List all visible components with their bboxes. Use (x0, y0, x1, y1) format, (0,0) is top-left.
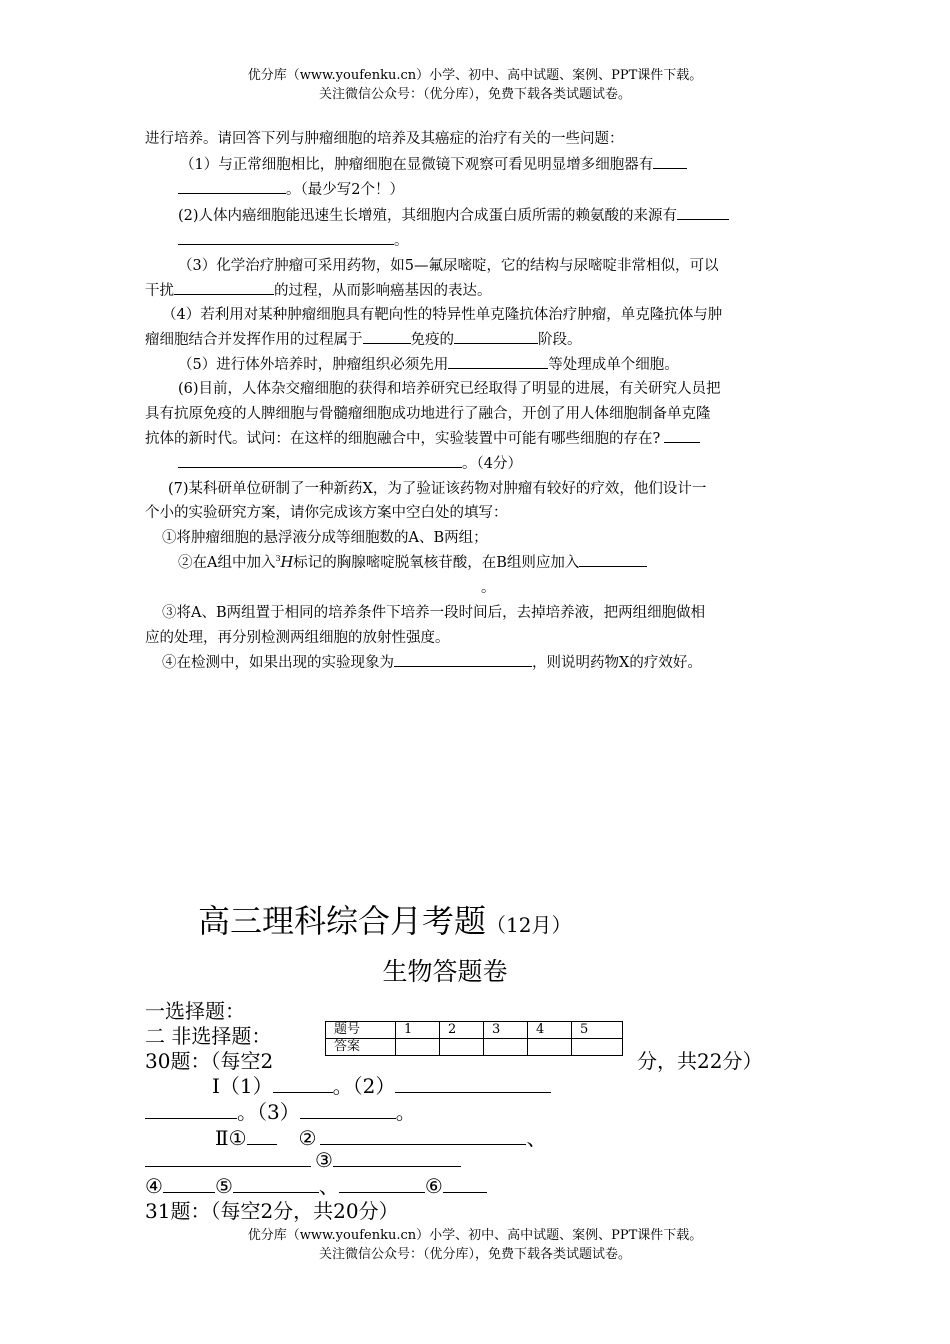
blank[interactable] (320, 1124, 526, 1145)
header-line-2: 关注微信公众号：（优分库），免费下载各类试题试卷。 (318, 87, 631, 102)
blank[interactable] (247, 1124, 277, 1145)
blank[interactable] (273, 1072, 333, 1093)
label: ② (298, 1126, 317, 1150)
table-cell: 答案 (326, 1039, 396, 1056)
title-main: 高三理科综合月考题 (198, 902, 487, 940)
question-4: （4）若利用对某种肿瘤细胞具有靶向性的特异性单克隆抗体治疗肿瘤，单克隆抗体与肿 (162, 307, 723, 323)
step-4-text: ④在检测中，如果出现的实验现象为 (162, 655, 394, 671)
blank[interactable] (178, 179, 286, 195)
step-3-cont: 应的处理，再分别检测两组细胞的放射性强度。 (145, 630, 450, 646)
answer-cell[interactable] (528, 1039, 572, 1056)
page-header (0, 66, 950, 104)
question-6-text: 抗体的新时代。试问：在这样的细胞融合中，实验装置中可能有哪些细胞的存在? (145, 431, 661, 447)
question-7: (7)某科研单位研制了一种新药X，为了验证该药物对肿瘤有较好的疗效，他们设计一 (168, 481, 707, 497)
label: 。（2） (332, 1074, 396, 1098)
question-6-line-3 (145, 427, 700, 448)
step-1: ①将肿瘤细胞的悬浮液分成等细胞数的A、B两组； (162, 530, 488, 546)
blank[interactable] (145, 1146, 311, 1167)
label: ⑤ (214, 1174, 233, 1198)
step-4-tail: ，则说明药物X的疗效好。 (532, 655, 702, 671)
question-4-lead: 瘤细胞结合并发挥作用的过程属于 (145, 332, 363, 348)
blank[interactable] (178, 230, 394, 246)
blank[interactable] (233, 1172, 319, 1193)
section-1-heading: 一选择题： (145, 999, 245, 1023)
header-line-1: 优分库（www.youfenku.cn）小学、初中、高中试题、案例、PPT课件下载。 (247, 68, 703, 83)
answer-line-I-cont (145, 1096, 416, 1125)
blank[interactable] (677, 205, 729, 221)
blank[interactable] (178, 453, 462, 469)
question-2-text: (2)人体内癌细胞能迅速生长增殖，其细胞内合成蛋白质所需的赖氨酸的来源有 (178, 208, 678, 224)
blank[interactable] (339, 1172, 425, 1193)
blank[interactable] (363, 329, 411, 345)
blank[interactable] (579, 552, 647, 568)
step-2-period: 。 (481, 580, 496, 596)
blank[interactable] (395, 1072, 551, 1093)
question-6-line-2: 具有抗原免疫的人脾细胞与骨髓瘤细胞成功地进行了融合，开创了用人体细胞制备单克隆 (145, 406, 711, 422)
question-5-tail: 等处理成单个细胞。 (548, 357, 679, 373)
step-4 (162, 651, 702, 672)
title-sub: （12月） (486, 913, 572, 937)
question-31-heading: 31题：（每空2分，共20分） (145, 1199, 399, 1223)
answer-line-I (212, 1070, 551, 1099)
question-4-tail: 阶段。 (538, 332, 582, 348)
table-cell: 5 (572, 1022, 623, 1039)
label: 、 (526, 1126, 547, 1150)
question-3-cont (145, 279, 492, 300)
question-3: （3）化学治疗肿瘤可采用药物，如5—氟尿嘧啶，它的结构与尿嘧啶非常相似，可以 (178, 258, 719, 274)
blank[interactable] (145, 1098, 237, 1119)
question-4-cont (145, 328, 582, 349)
blank[interactable] (454, 329, 538, 345)
answer-cell[interactable] (572, 1039, 623, 1056)
label: ③ (315, 1148, 333, 1172)
table-row (326, 1039, 623, 1056)
answer-line-II-cont (145, 1146, 461, 1172)
step-2-mid: 标记的胸腺嘧啶脱氧核苷酸，在B组则应加入 (293, 555, 580, 571)
question-3-lead: 干扰 (145, 283, 174, 299)
intro-text: 进行培养。请回答下列与肿瘤细胞的培养及其癌症的治疗有关的一些问题： (145, 131, 624, 147)
blank[interactable] (300, 1098, 396, 1119)
blank[interactable] (664, 428, 700, 444)
question-6-cont (178, 452, 522, 473)
table-cell: 4 (528, 1022, 572, 1039)
question-1-tail: 。（最少写2个！） (286, 182, 404, 198)
footer-line-1: 优分库（www.youfenku.cn）小学、初中、高中试题、案例、PPT课件下载。 (247, 1228, 703, 1243)
question-4-mid: 免疫的 (410, 332, 454, 348)
blank[interactable] (394, 652, 532, 668)
blank[interactable] (333, 1146, 461, 1167)
isotope-symbol: H (280, 555, 294, 571)
question-7-line-2: 个小的实验研究方案，请你完成该方案中空白处的填写： (145, 505, 508, 521)
answer-table (325, 1021, 623, 1056)
table-cell: 1 (396, 1022, 440, 1039)
question-3-tail: 的过程，从而影响癌基因的表达。 (274, 283, 492, 299)
footer-line-2: 关注微信公众号：（优分库），免费下载各类试题试卷。 (318, 1247, 631, 1262)
blank[interactable] (448, 354, 548, 370)
label: 。（3） (237, 1100, 300, 1124)
step-2 (178, 551, 647, 572)
section-2-heading: 二 非选择题： (145, 1024, 272, 1048)
question-6: (6)目前，人体杂交瘤细胞的获得和培养研究已经取得了明显的进展，有关研究人员把 (178, 381, 721, 397)
question-5-text: （5）进行体外培养时，肿瘤组织必须先用 (178, 357, 449, 373)
blank[interactable] (174, 280, 274, 296)
answer-sheet-subtitle: 生物答题卷 (382, 957, 508, 986)
question-6-tail: 。（4分） (462, 456, 522, 472)
question-2 (178, 204, 729, 225)
step-3: ③将A、B两组置于相同的培养条件下培养一段时间后，去掉培养液，把两组细胞做相 (162, 605, 706, 621)
question-5 (178, 353, 679, 374)
answer-cell[interactable] (484, 1039, 528, 1056)
answer-cell[interactable] (440, 1039, 484, 1056)
label: 。 (395, 1100, 416, 1124)
question-1-text: （1）与正常细胞相比，肿瘤细胞在显微镜下观察可看见明显增多细胞器有 (180, 157, 654, 173)
isotope-mass-number: 3 (275, 554, 281, 564)
answer-sheet-title (198, 896, 571, 942)
table-cell: 2 (440, 1022, 484, 1039)
step-2-text: ②在A组中加入 (178, 555, 276, 571)
blank[interactable] (443, 1172, 487, 1193)
label: Ⅰ（1） (212, 1074, 273, 1098)
answer-cell[interactable] (396, 1039, 440, 1056)
question-1 (180, 153, 687, 174)
table-cell: 3 (484, 1022, 528, 1039)
blank[interactable] (163, 1172, 215, 1193)
label: ⑥ (424, 1174, 443, 1198)
blank[interactable] (653, 154, 687, 170)
table-header-row (326, 1022, 623, 1039)
question-1-cont (178, 178, 404, 199)
question-2-cont (178, 229, 409, 250)
label: 、 (318, 1174, 339, 1198)
question-2-tail: 。 (394, 233, 409, 249)
label: ④ (145, 1174, 163, 1198)
question-30-heading: 30题：（每空2 (145, 1049, 274, 1073)
table-cell: 题号 (326, 1022, 396, 1039)
page-footer (0, 1226, 950, 1264)
question-30-points: 分，共22分） (637, 1049, 763, 1073)
label: Ⅱ① (215, 1126, 247, 1150)
